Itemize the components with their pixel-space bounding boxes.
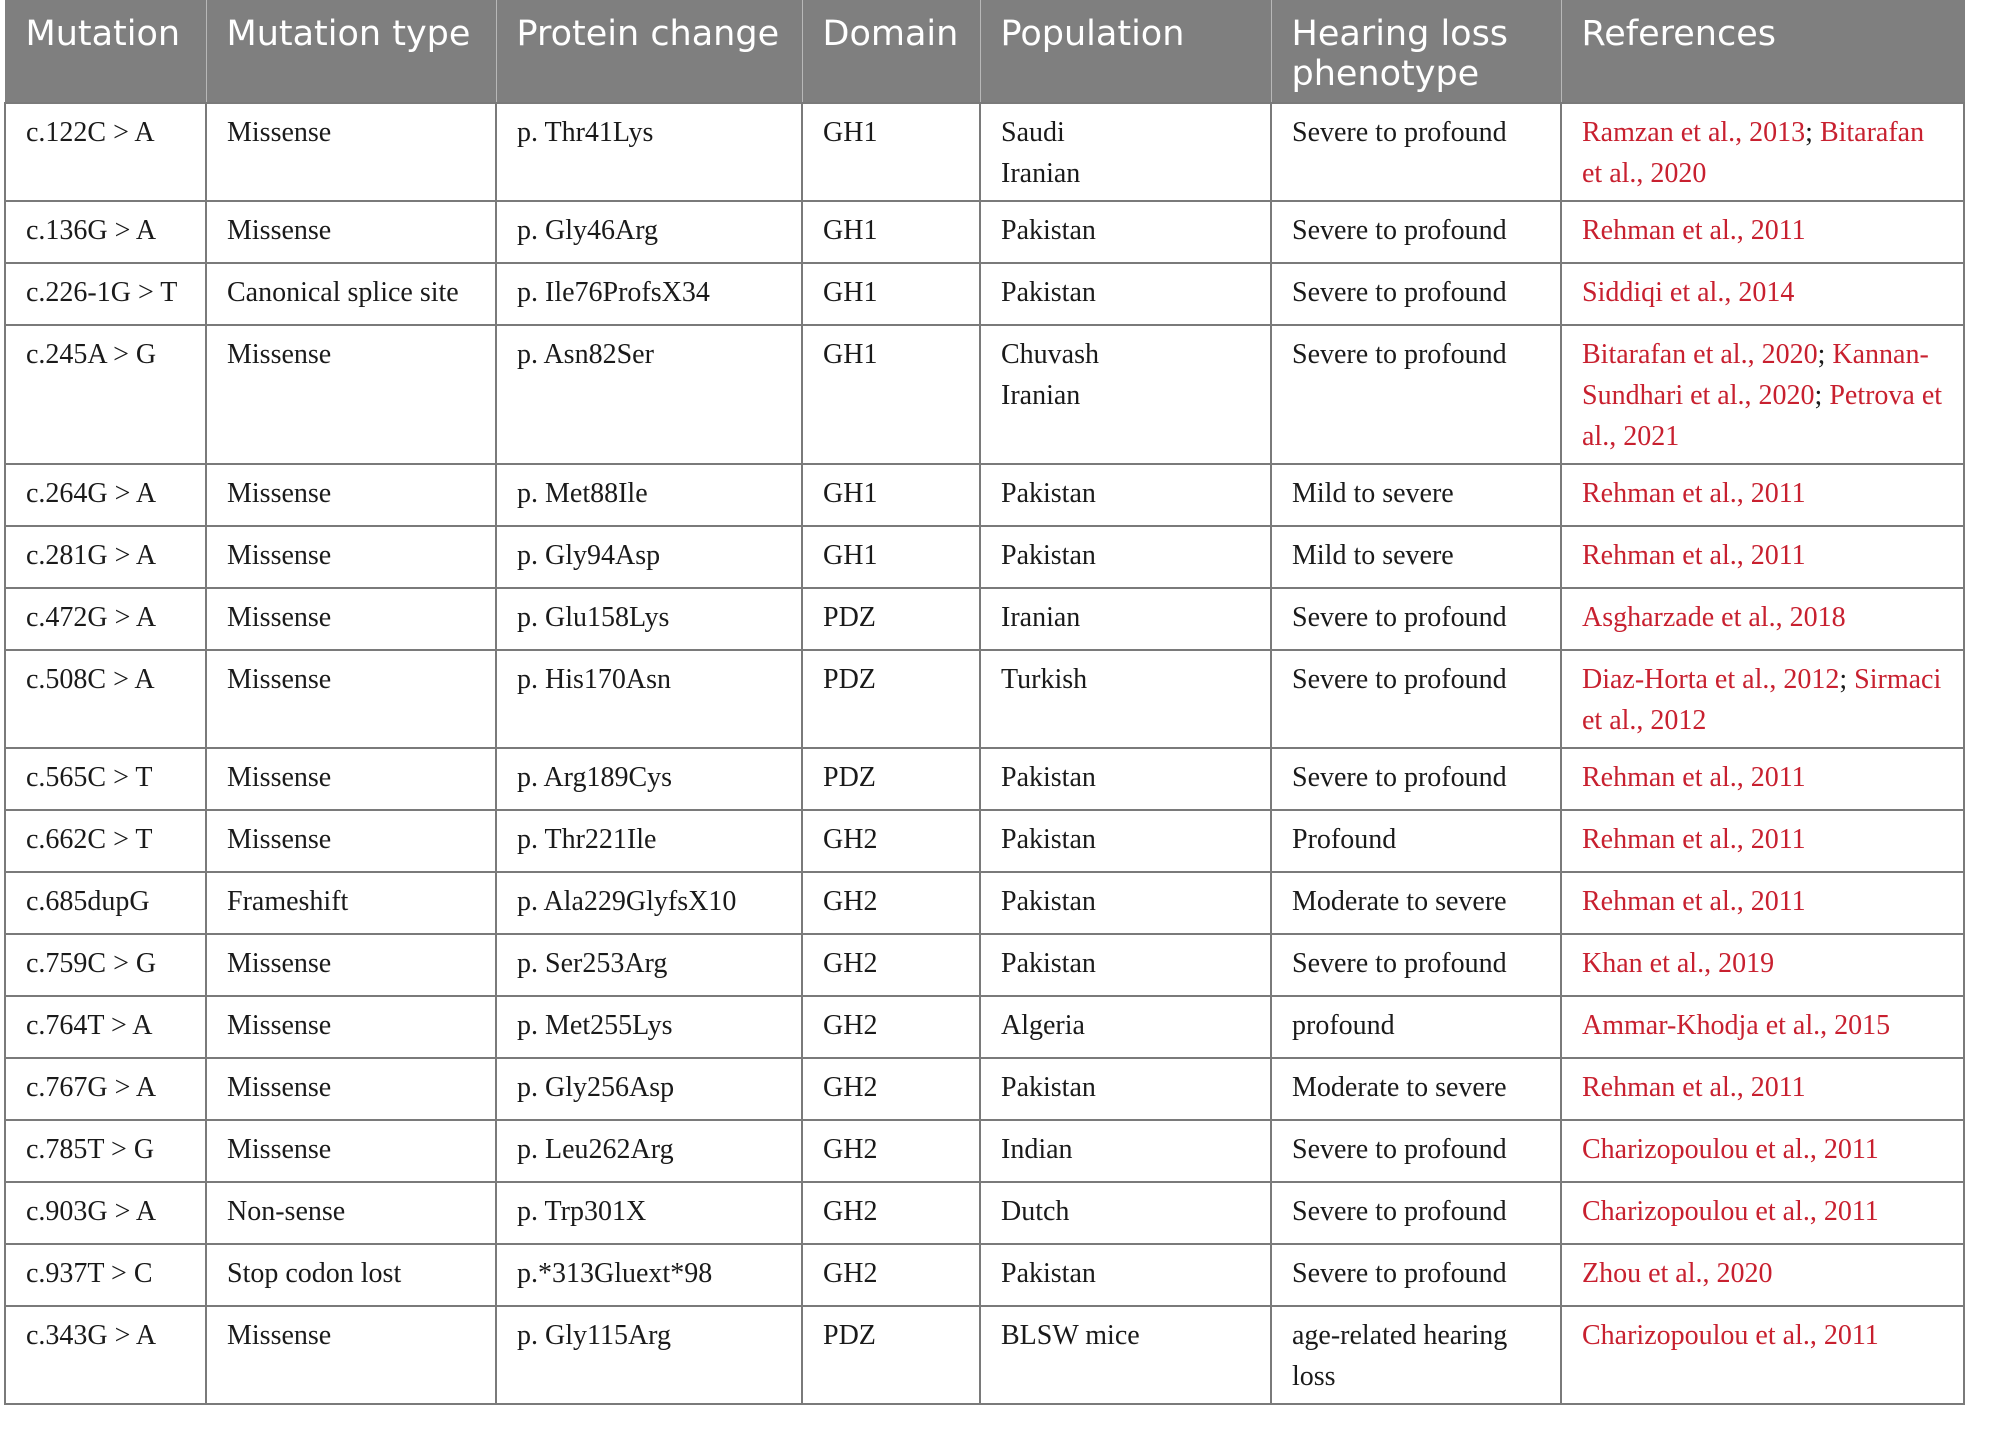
population-entry: Algeria [1001,1010,1085,1041]
mutation-type-cell: Missense [206,810,496,872]
mutation-cell: c.226-1G > T [5,263,206,325]
column-header-domain: Domain [802,0,980,103]
protein-change-cell: p. Met255Lys [496,996,802,1058]
phenotype-cell: Severe to profound [1271,934,1561,996]
reference-link[interactable]: Rehman et al., 2011 [1582,540,1806,571]
mutation-cell: c.281G > A [5,526,206,588]
column-header-mutation-type: Mutation type [206,0,496,103]
phenotype-cell: Severe to profound [1271,1120,1561,1182]
population-entry: Pakistan [1001,478,1096,509]
references-cell [1561,934,1964,996]
reference-link[interactable]: Charizopoulou et al., 2011 [1582,1196,1879,1227]
reference-link[interactable]: Ramzan et al., 2013 [1582,117,1806,148]
mutation-type-cell: Missense [206,464,496,526]
reference-separator: ; [1817,339,1833,370]
protein-change-cell: p. Gly115Arg [496,1306,802,1404]
phenotype-cell: Severe to profound [1271,1244,1561,1306]
reference-link[interactable]: Charizopoulou et al., 2011 [1582,1134,1879,1165]
mutation-type-cell: Missense [206,588,496,650]
population-entry: Iranian [1001,602,1081,633]
reference-link[interactable]: Sirmaci et al., 2012 [1582,664,1942,736]
mutation-cell: c.136G > A [5,201,206,263]
phenotype-cell: Severe to profound [1271,103,1561,201]
population-cell [980,1058,1271,1120]
reference-separator: ; [1814,380,1830,411]
reference-separator: ; [1839,664,1855,695]
table-row [5,588,1964,650]
table-row [5,1058,1964,1120]
mutation-cell: c.472G > A [5,588,206,650]
reference-link[interactable]: Rehman et al., 2011 [1582,824,1806,855]
protein-change-cell: p. Ala229GlyfsX10 [496,872,802,934]
population-entry: BLSW mice [1001,1320,1140,1351]
domain-cell: GH1 [802,526,980,588]
population-cell [980,996,1271,1058]
table-row [5,872,1964,934]
population-entry: Pakistan [1001,762,1096,793]
references-cell [1561,996,1964,1058]
phenotype-cell: Severe to profound [1271,1182,1561,1244]
domain-cell: PDZ [802,588,980,650]
domain-cell: GH1 [802,201,980,263]
mutation-type-cell: Missense [206,748,496,810]
references-cell [1561,325,1964,464]
mutation-type-cell: Missense [206,325,496,464]
references-cell [1561,464,1964,526]
mutation-cell: c.759C > G [5,934,206,996]
mutation-cell: c.767G > A [5,1058,206,1120]
population-cell [980,1306,1271,1404]
mutation-cell: c.343G > A [5,1306,206,1404]
reference-link[interactable]: Rehman et al., 2011 [1582,215,1806,246]
population-cell [980,588,1271,650]
domain-cell: PDZ [802,1306,980,1404]
mutation-table [4,0,1965,1405]
reference-link[interactable]: Kannan-Sundhari et al., 2020 [1582,339,1929,411]
reference-link[interactable]: Charizopoulou et al., 2011 [1582,1320,1879,1351]
table-row [5,103,1964,201]
table-row [5,526,1964,588]
column-header-references: References [1561,0,1964,103]
mutation-cell: c.245A > G [5,325,206,464]
domain-cell: GH1 [802,464,980,526]
mutation-cell: c.565C > T [5,748,206,810]
protein-change-cell: p. Gly46Arg [496,201,802,263]
mutation-cell: c.264G > A [5,464,206,526]
population-cell [980,103,1271,201]
mutation-type-cell: Missense [206,1306,496,1404]
mutation-cell: c.764T > A [5,996,206,1058]
population-entry: Iranian [1001,158,1081,189]
reference-link[interactable]: Khan et al., 2019 [1582,948,1775,979]
domain-cell: GH1 [802,263,980,325]
reference-link[interactable]: Diaz-Horta et al., 2012 [1582,664,1840,695]
table-row [5,263,1964,325]
table-row [5,1120,1964,1182]
protein-change-cell: p. Ile76ProfsX34 [496,263,802,325]
population-cell [980,934,1271,996]
population-cell [980,748,1271,810]
mutation-type-cell: Canonical splice site [206,263,496,325]
references-cell [1561,1182,1964,1244]
population-entry: Pakistan [1001,1072,1096,1103]
protein-change-cell: p. Arg189Cys [496,748,802,810]
table-row [5,464,1964,526]
reference-link[interactable]: Bitarafan et al., 2020 [1582,339,1818,370]
protein-change-cell: p. Asn82Ser [496,325,802,464]
phenotype-cell: Mild to severe [1271,526,1561,588]
mutation-cell: c.785T > G [5,1120,206,1182]
reference-link[interactable]: Ammar-Khodja et al., 2015 [1582,1010,1891,1041]
column-header-population: Population [980,0,1271,103]
protein-change-cell: p.*313Gluext*98 [496,1244,802,1306]
mutation-type-cell: Missense [206,103,496,201]
phenotype-cell: Severe to profound [1271,588,1561,650]
protein-change-cell: p. His170Asn [496,650,802,748]
table-row [5,325,1964,464]
table-row [5,996,1964,1058]
phenotype-cell: Mild to severe [1271,464,1561,526]
reference-link[interactable]: Bitarafan et al., 2020 [1582,117,1925,189]
references-cell [1561,263,1964,325]
population-entry: Saudi [1001,117,1065,148]
population-cell [980,263,1271,325]
population-cell [980,872,1271,934]
reference-link[interactable]: Rehman et al., 2011 [1582,1072,1806,1103]
phenotype-cell: age-related hearing loss [1271,1306,1561,1404]
references-cell [1561,650,1964,748]
reference-separator: ; [1805,117,1820,148]
mutation-type-cell: Missense [206,1120,496,1182]
protein-change-cell: p. Gly256Asp [496,1058,802,1120]
domain-cell: GH2 [802,1182,980,1244]
domain-cell: GH2 [802,1120,980,1182]
population-entry: Turkish [1001,664,1088,695]
domain-cell: GH2 [802,810,980,872]
mutation-cell: c.662C > T [5,810,206,872]
protein-change-cell: p. Glu158Lys [496,588,802,650]
table-row [5,748,1964,810]
protein-change-cell: p. Thr41Lys [496,103,802,201]
reference-link[interactable]: Rehman et al., 2011 [1582,762,1806,793]
domain-cell: PDZ [802,650,980,748]
phenotype-cell: Severe to profound [1271,748,1561,810]
phenotype-cell: Profound [1271,810,1561,872]
column-header-protein-change: Protein change [496,0,802,103]
population-cell [980,1244,1271,1306]
table-row [5,201,1964,263]
mutation-type-cell: Frameshift [206,872,496,934]
mutation-cell: c.937T > C [5,1244,206,1306]
population-entry: Pakistan [1001,277,1096,308]
reference-link[interactable]: Asgharzade et al., 2018 [1582,602,1846,633]
population-cell [980,810,1271,872]
mutation-cell: c.685dupG [5,872,206,934]
population-cell [980,650,1271,748]
domain-cell: GH2 [802,1058,980,1120]
phenotype-cell: Severe to profound [1271,650,1561,748]
references-cell [1561,1306,1964,1404]
domain-cell: GH2 [802,1244,980,1306]
population-entry: Pakistan [1001,540,1096,571]
reference-link[interactable]: Rehman et al., 2011 [1582,886,1806,917]
table-row [5,934,1964,996]
mutation-type-cell: Missense [206,650,496,748]
domain-cell: GH1 [802,325,980,464]
mutation-type-cell: Missense [206,201,496,263]
references-cell [1561,748,1964,810]
reference-link[interactable]: Siddiqi et al., 2014 [1582,277,1795,308]
phenotype-cell: Severe to profound [1271,325,1561,464]
protein-change-cell: p. Leu262Arg [496,1120,802,1182]
mutation-type-cell: Non-sense [206,1182,496,1244]
references-cell [1561,1058,1964,1120]
phenotype-cell: profound [1271,996,1561,1058]
population-cell [980,325,1271,464]
population-cell [980,464,1271,526]
population-entry: Pakistan [1001,824,1096,855]
population-entry: Pakistan [1001,886,1096,917]
references-cell [1561,103,1964,201]
mutation-type-cell: Stop codon lost [206,1244,496,1306]
mutation-cell: c.508C > A [5,650,206,748]
population-entry: Chuvash [1001,339,1099,370]
table-row [5,650,1964,748]
references-cell [1561,1120,1964,1182]
domain-cell: PDZ [802,748,980,810]
protein-change-cell: p. Gly94Asp [496,526,802,588]
protein-change-cell: p. Thr221Ile [496,810,802,872]
header-row [5,0,1964,103]
mutation-type-cell: Missense [206,996,496,1058]
population-entry: Pakistan [1001,1258,1096,1289]
protein-change-cell: p. Met88Ile [496,464,802,526]
domain-cell: GH2 [802,872,980,934]
domain-cell: GH2 [802,934,980,996]
table-row [5,810,1964,872]
mutation-cell: c.122C > A [5,103,206,201]
table-row [5,1306,1964,1404]
mutation-type-cell: Missense [206,934,496,996]
phenotype-cell: Severe to profound [1271,201,1561,263]
table-row [5,1182,1964,1244]
phenotype-cell: Moderate to severe [1271,1058,1561,1120]
references-cell [1561,588,1964,650]
column-header-hearing-loss-phenotype: Hearing loss phenotype [1271,0,1561,103]
reference-link[interactable]: Petrova et al., 2021 [1582,380,1943,452]
references-cell [1561,201,1964,263]
reference-link[interactable]: Rehman et al., 2011 [1582,478,1806,509]
references-cell [1561,526,1964,588]
reference-link[interactable]: Zhou et al., 2020 [1582,1258,1773,1289]
population-cell [980,526,1271,588]
column-header-mutation: Mutation [5,0,206,103]
population-entry: Pakistan [1001,948,1096,979]
protein-change-cell: p. Ser253Arg [496,934,802,996]
phenotype-cell: Severe to profound [1271,263,1561,325]
table-row [5,1244,1964,1306]
mutation-type-cell: Missense [206,526,496,588]
references-cell [1561,810,1964,872]
references-cell [1561,1244,1964,1306]
references-cell [1561,872,1964,934]
population-entry: Dutch [1001,1196,1070,1227]
mutation-cell: c.903G > A [5,1182,206,1244]
protein-change-cell: p. Trp301X [496,1182,802,1244]
population-entry: Iranian [1001,380,1081,411]
table-body [5,103,1964,1404]
phenotype-cell: Moderate to severe [1271,872,1561,934]
population-cell [980,1182,1271,1244]
domain-cell: GH2 [802,996,980,1058]
population-cell [980,1120,1271,1182]
population-entry: Pakistan [1001,215,1096,246]
population-entry: Indian [1001,1134,1073,1165]
mutation-type-cell: Missense [206,1058,496,1120]
population-cell [980,201,1271,263]
domain-cell: GH1 [802,103,980,201]
